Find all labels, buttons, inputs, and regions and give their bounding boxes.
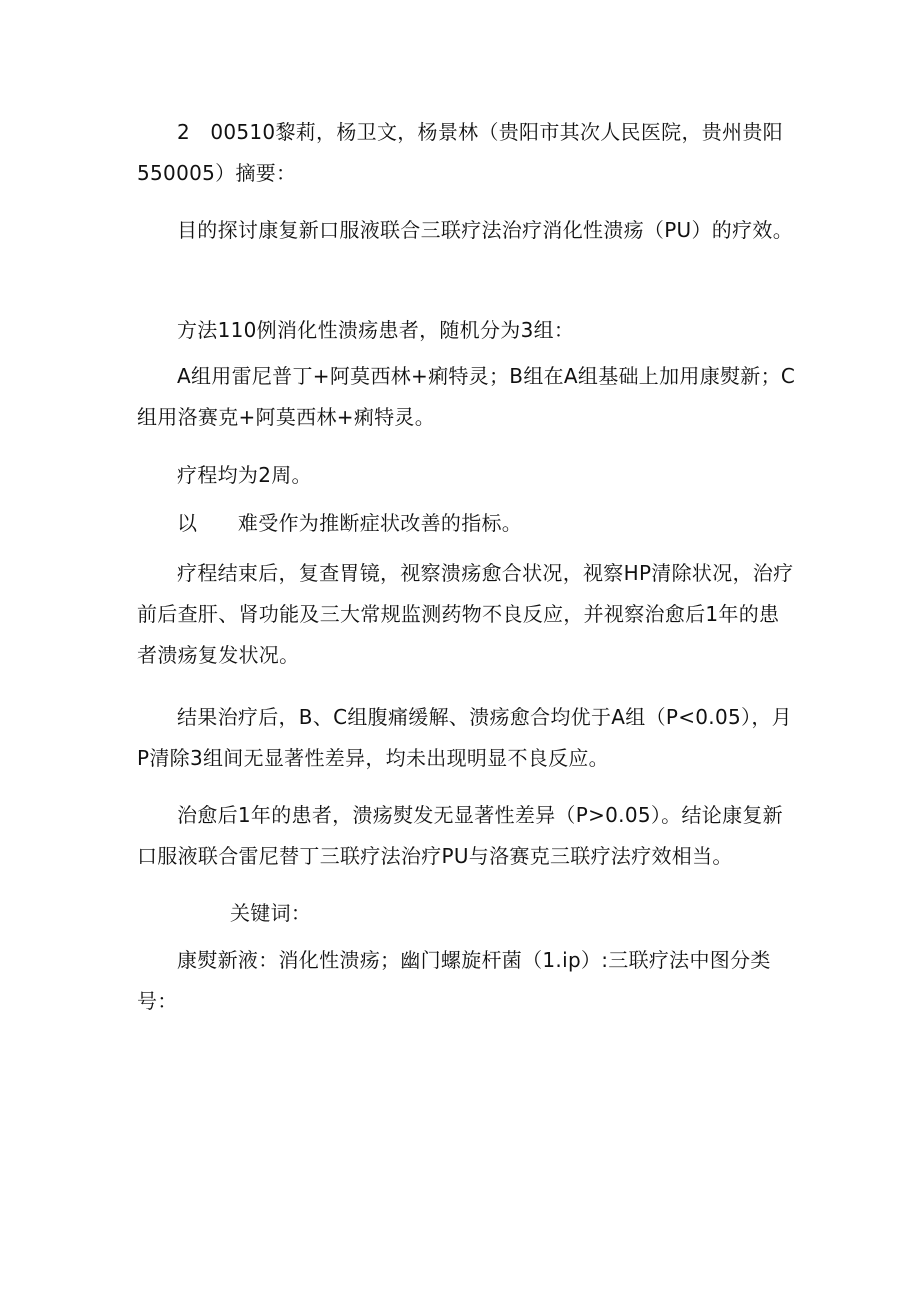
method-paragraph: 方法110例消化性溃疡患者，随机分为3组： <box>177 318 575 342</box>
groups-paragraph: A组用雷尼普丁+阿莫西林+痢特灵；B组在A组基础上加用康熨新；C组用洛赛克+阿莫西林+痢特灵。 <box>137 364 796 429</box>
result-paragraph: 结果治疗后，B、C组腹痛缓解、溃疡愈合均优于A组（P<0.05），月P清除3组间无显著性差异，均未出现明显不良反应。 <box>137 705 792 770</box>
objective-paragraph: 目的探讨康复新口服液联合三联疗法治疗消化性溃疡（PU）的疗效。 <box>177 218 793 242</box>
conclusion-paragraph: 治愈后1年的患者，溃疡熨发无显著性差异（P>0.05）。结论康复新口服液联合雷尼替丁三联疗法治疗PU与洛赛克三联疗法疗效相当。 <box>137 803 783 868</box>
indicator-paragraph: 以 难受作为推断症状改善的指标。 <box>177 511 523 535</box>
keywords-paragraph: 康熨新液：消化性溃疡；幽门螺旋杆菌（1.ip）:三联疗法中图分类号： <box>137 948 771 1013</box>
keywords-heading: 关键词： <box>230 901 312 925</box>
follow-up-paragraph: 疗程结束后，复查胃镜，视察溃疡愈合状况，视察HP清除状况，治疗前后查肝、肾功能及三大常规监测药物不良反应，并视察治愈后1年的患者溃疡复发状况。 <box>137 561 794 667</box>
author-affiliation-paragraph: 2 00510黎莉，杨卫文，杨景林（贵阳市其次人民医院，贵州贵阳550005）摘要： <box>137 120 783 185</box>
course-paragraph: 疗程均为2周。 <box>177 463 312 487</box>
